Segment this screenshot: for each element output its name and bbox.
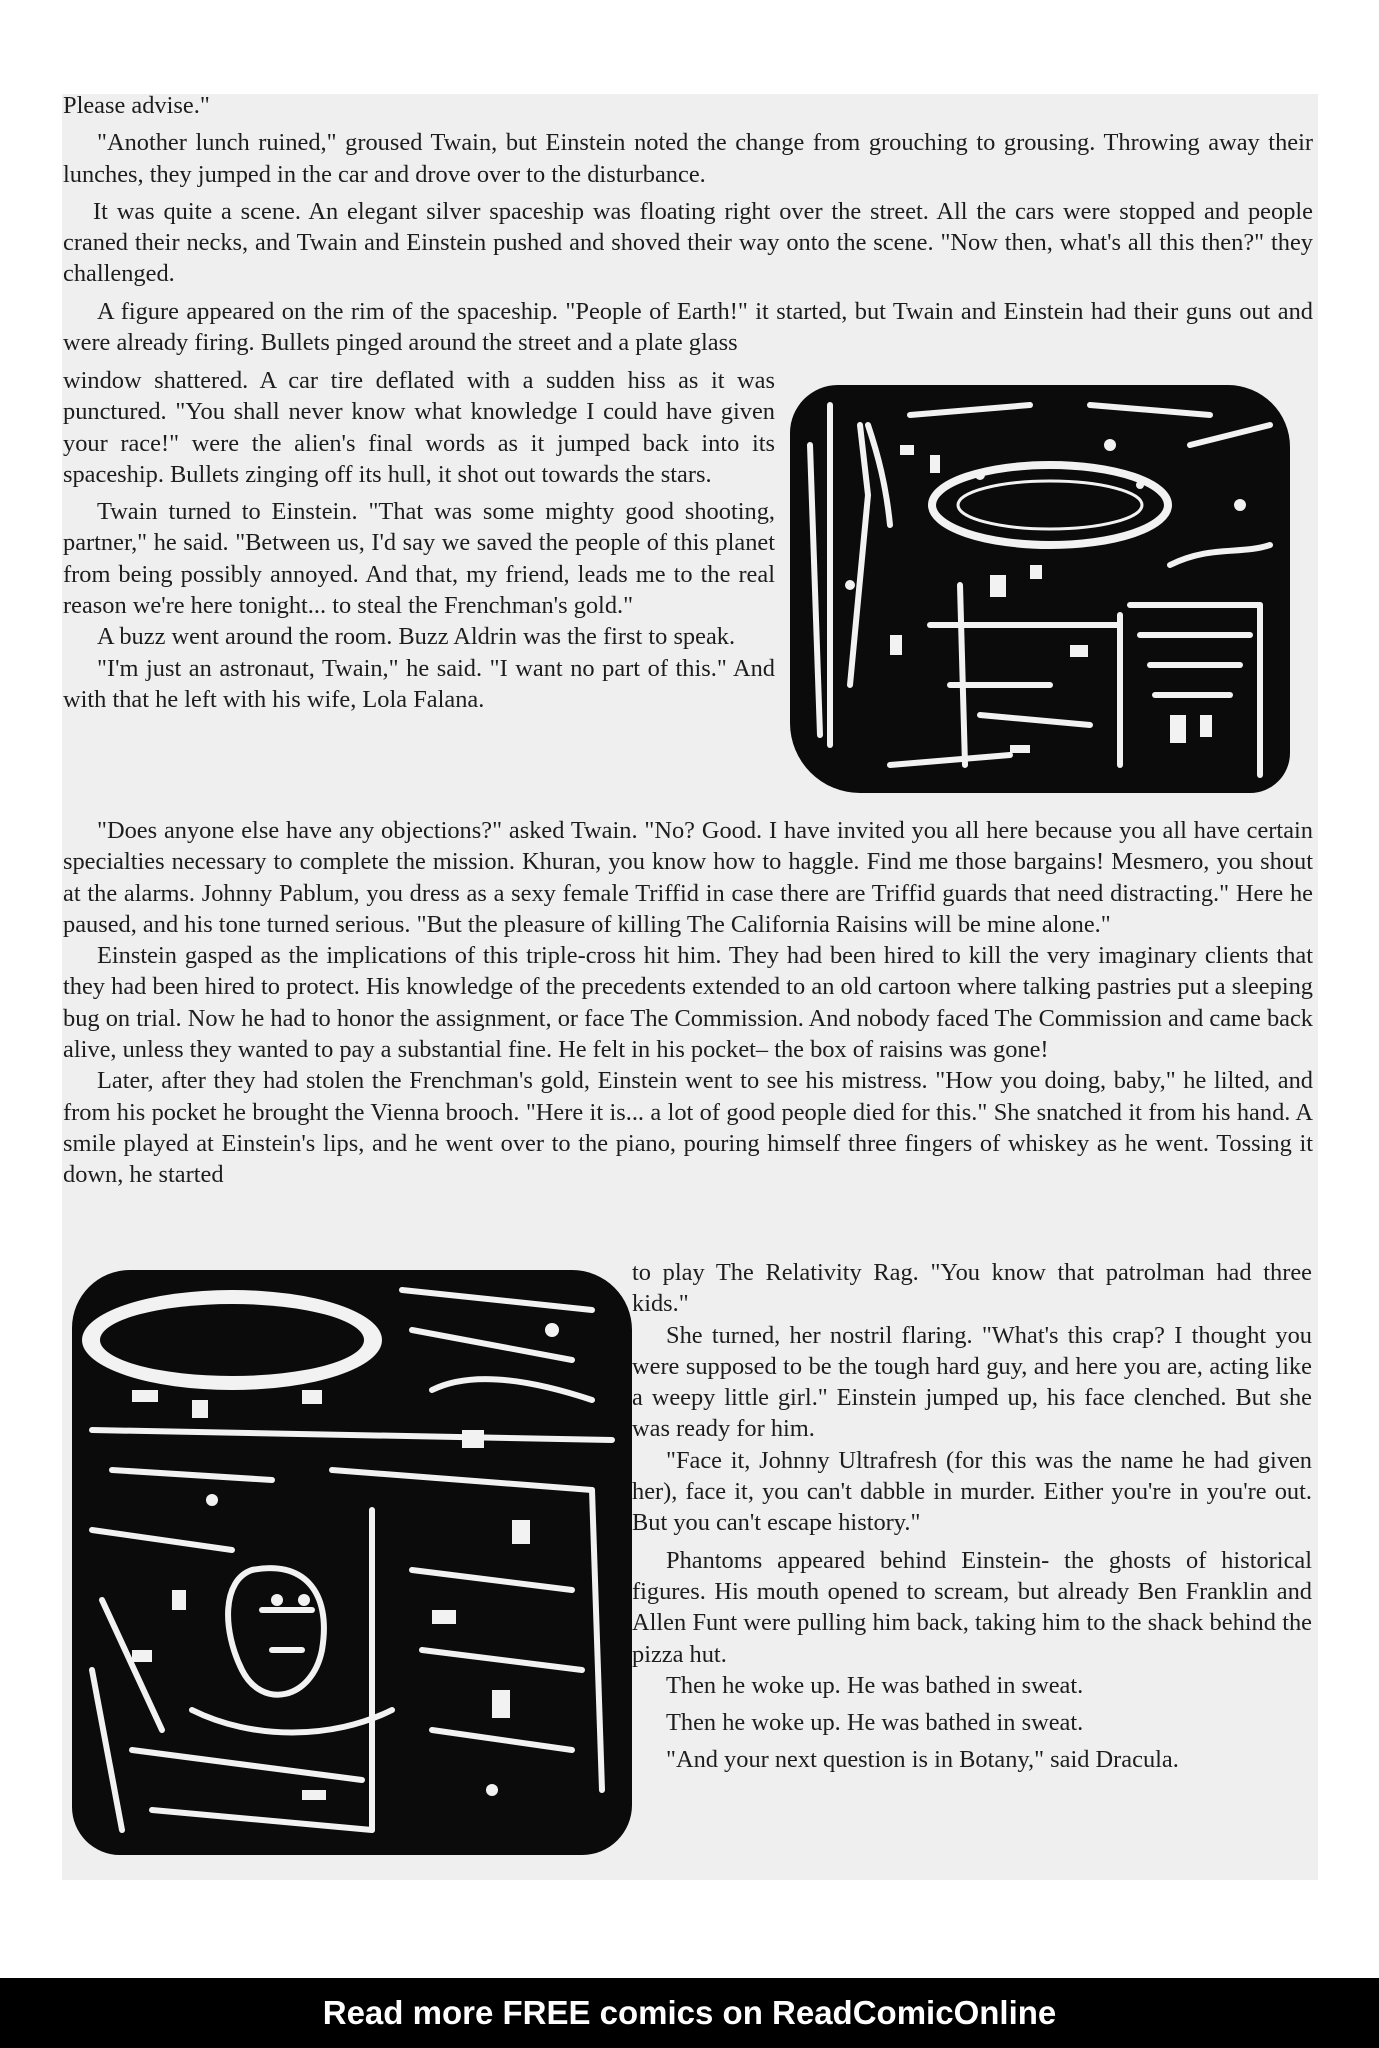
text-block-middle	[63, 815, 1313, 1191]
paragraph: Twain turned to Einstein. "That was some mighty good shooting, partner," he said. "Between us, I'd say we saved the people of this planet from being possibly annoyed. And that, my friend, leads me to the real reason we're here tonight... to steal the Frenchman's gold."	[63, 498, 775, 620]
text-block-right	[632, 1257, 1312, 1776]
portrait-artwork	[72, 1270, 632, 1855]
illustration-portrait	[72, 1270, 632, 1855]
paragraph: It was quite a scene. An elegant silver spaceship was floating right over the street. All the cars were stopped and people craned their necks, and Twain and Einstein pushed and shoved their way onto the scene. "Now then, what's all this then?" they challenged.	[63, 197, 1313, 288]
paragraph: She turned, her nostril flaring. "What's this crap? I thought you were supposed to be the tough hard guy, and here you are, acting like a weepy little girl." Einstein jumped up, his face clenched. But she was ready for him.	[632, 1321, 1312, 1443]
paragraph: A buzz went around the room. Buzz Aldrin was the first to speak.	[97, 623, 736, 651]
text-block-left	[63, 365, 775, 715]
paragraph: Einstein gasped as the implications of this triple-cross hit him. They had been hired to kill the very imaginary clients that they had been hired to protect. His knowledge of the precedents extended to an old cartoon where talking pastries put a sleeping bug on trial. Now he had to honor the assignment, or face The Commission. And nobody faced The Commission and came back alive, unless they wanted to pay a substantial fine. He felt in his pocket– the box of raisins was gone!	[63, 942, 1313, 1064]
illustration-spaceship	[790, 385, 1290, 793]
paragraph: A figure appeared on the rim of the spaceship. "People of Earth!" it started, but Twain and Einstein had their guns out and were already firing. Bullets pinged around the street and a plate glass	[63, 297, 1313, 357]
paragraph: Please advise."	[63, 92, 210, 119]
text-block-top	[63, 90, 1313, 358]
footer-banner[interactable]	[0, 1978, 1379, 2048]
paragraph: Phantoms appeared behind Einstein- the ghosts of historical figures. His mouth opened to scream, but already Ben Franklin and Allen Funt were pulling him back, taking him to the shack behind the pizza hut.	[632, 1546, 1312, 1668]
paragraph: Then he woke up. He was bathed in sweat.	[666, 1709, 1084, 1737]
paragraph: window shattered. A car tire deflated with a sudden hiss as it was punctured. "You shall never know what knowledge I could have given your race!" were the alien's final words as it jumped back into its spaceship. Bullets zinging off its hull, it shot out towards the stars.	[63, 367, 775, 488]
paragraph: "Does anyone else have any objections?" asked Twain. "No? Good. I have invited you all here because you all have certain specialties necessary to complete the mission. Khuran, you know how to haggle. Find me those bargains! Mesmero, you shout at the alarms. Johnny Pablum, you dress as a sexy female Triffid in case there are Triffid guards that need distracting." Here he paused, and his tone turned serious. "But the pleasure of killing The California Raisins will be mine alone."	[63, 817, 1313, 938]
paragraph: "Face it, Johnny Ultrafresh (for this was the name he had given her), face it, you can't dabble in murder. Either you're in you're out. But you can't escape history."	[632, 1446, 1312, 1537]
paragraph: "Another lunch ruined," groused Twain, but Einstein noted the change from grouching to grousing. Throwing away their lunches, they jumped in the car and drove over to the disturbance.	[63, 129, 1313, 188]
spaceship-artwork	[790, 385, 1290, 793]
paragraph: "And your next question is in Botany," said Dracula.	[666, 1746, 1179, 1774]
paragraph: Later, after they had stolen the Frenchman's gold, Einstein went to see his mistress. "How you doing, baby," he lilted, and from his pocket he brought the Vienna brooch. "Here it is... a lot of good people died for this." She snatched it from his hand. A smile played at Einstein's lips, and he went over to the piano, pouring himself three fingers of whiskey as he went. Tossing it down, he started	[63, 1067, 1313, 1189]
footer-link-text[interactable]: Read more FREE comics on ReadComicOnline	[322, 1994, 1057, 2031]
paragraph: to play The Relativity Rag. "You know that patrolman had three kids."	[632, 1259, 1312, 1318]
paragraph: "I'm just an astronaut, Twain," he said. "I want no part of this." And with that he left with his wife, Lola Falana.	[63, 654, 775, 713]
paragraph: Then he woke up. He was bathed in sweat.	[666, 1671, 1084, 1699]
